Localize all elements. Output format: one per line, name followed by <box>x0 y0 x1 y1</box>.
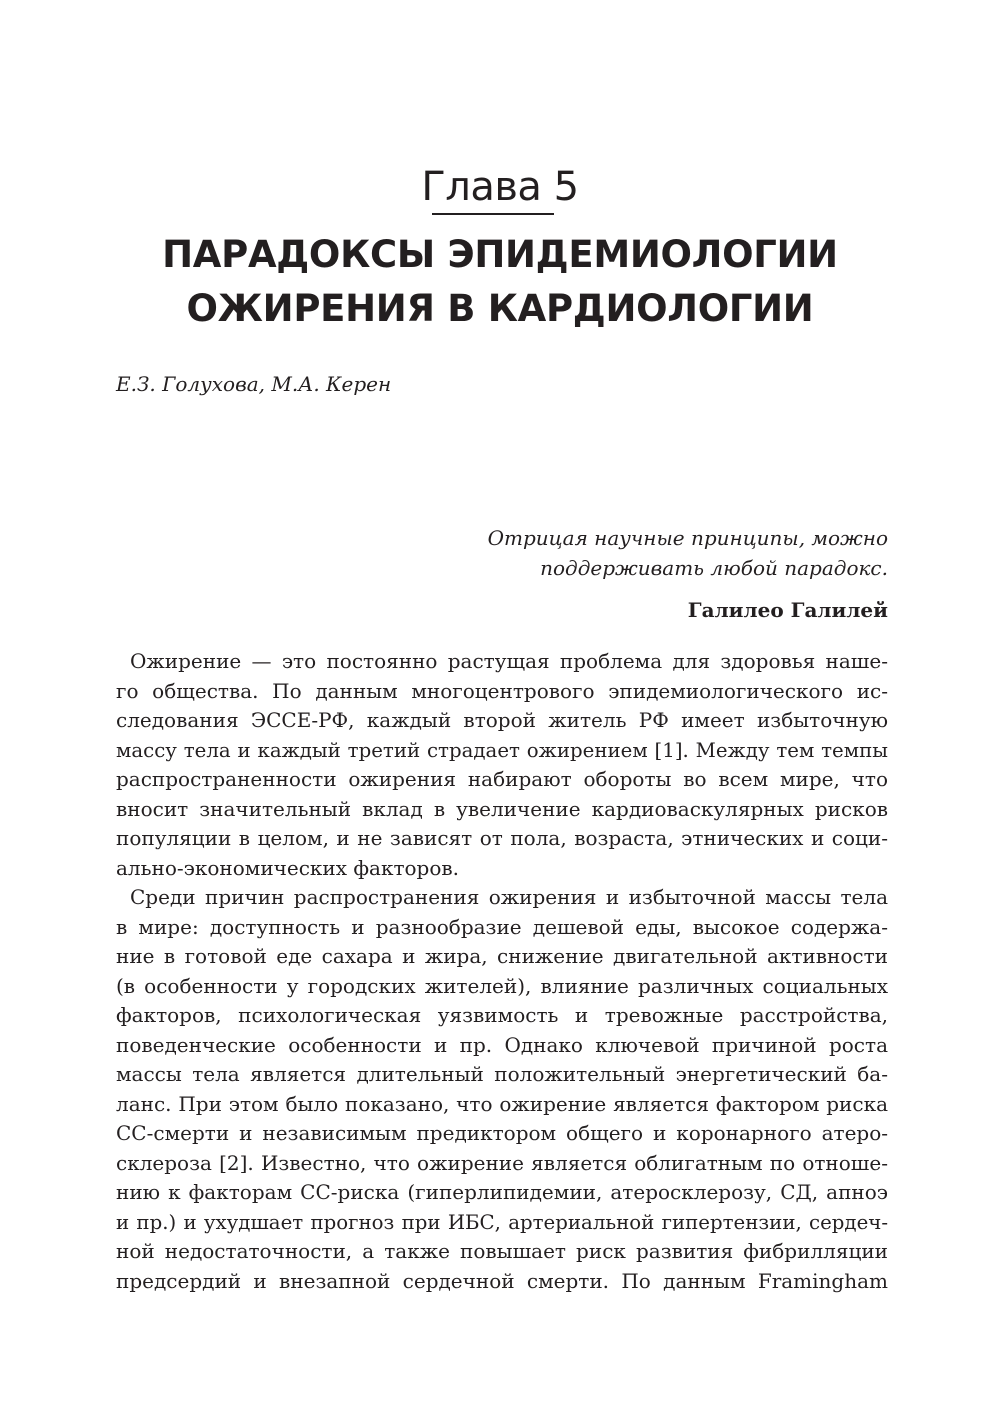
body-line: распространенности ожирения набирают обороты во всем мире, что <box>116 767 888 791</box>
authors: Е.З. Голухова, М.А. Керен <box>116 372 392 396</box>
body-line: следования ЭССЕ-РФ, каждый второй житель РФ имеет избыточную <box>116 708 888 732</box>
body-line: ланс. При этом было показано, что ожирение является фактором риска <box>116 1091 888 1116</box>
body-text <box>116 647 888 1296</box>
body-line: массу тела и каждый третий страдает ожирением [1]. Между тем темпы <box>116 738 888 762</box>
body-line: ально-экономических факторов. <box>116 855 460 880</box>
body-line: и пр.) и ухудшает прогноз при ИБС, артериальной гипертензии, сердеч- <box>116 1210 888 1234</box>
body-line: склероза [2]. Известно, что ожирение является облигатным по отноше- <box>116 1150 888 1175</box>
body-line: поведенческие особенности и пр. Однако ключевой причиной роста <box>116 1032 888 1057</box>
body-line: массы тела является длительный положительный энергетический ба- <box>116 1062 888 1086</box>
chapter-underline <box>432 213 554 215</box>
chapter-title-line-1: ПАРАДОКСЫ ЭПИДЕМИОЛОГИИ <box>162 233 838 276</box>
body-line: ной недостаточности, а также повышает риск развития фибрилляции <box>116 1239 888 1263</box>
epigraph-line-1: Отрицая научные принципы, можно <box>487 526 888 550</box>
chapter-title-line-2: ОЖИРЕНИЯ В КАРДИОЛОГИИ <box>186 287 814 330</box>
body-line: Ожирение — это постоянно растущая проблема для здоровья наше- <box>130 649 888 673</box>
body-line: СС-смерти и независимым предиктором общего и коронарного атеро- <box>116 1121 888 1145</box>
body-line: Среди причин распространения ожирения и избыточной массы тела <box>130 885 888 909</box>
body-line: популяции в целом, и не зависят от пола, возраста, этнических и соци- <box>116 826 888 850</box>
body-line: нию к факторам СС-риска (гиперлипидемии, атеросклерозу, СД, апноэ <box>116 1180 888 1204</box>
body-line: факторов, психологическая уязвимость и тревожные расстройства, <box>116 1003 888 1027</box>
epigraph <box>368 523 888 625</box>
chapter-label: Глава 5 <box>421 164 579 210</box>
body-line: (в особенности у городских жителей), влияние различных социальных <box>116 973 888 998</box>
chapter-title <box>0 228 1000 336</box>
epigraph-source: Галилео Галилей <box>687 598 888 622</box>
body-line: предсердий и внезапной сердечной смерти. По данным Framingham <box>116 1268 888 1293</box>
body-line: ние в готовой еде сахара и жира, снижение двигательной активности <box>116 944 888 968</box>
epigraph-line-2: поддерживать любой парадокс. <box>540 556 888 580</box>
body-line: в мире: доступность и разнообразие дешевой еды, высокое содержа- <box>116 914 888 939</box>
body-line: вносит значительный вклад в увеличение кардиоваскулярных рисков <box>116 796 888 821</box>
body-line: го общества. По данным многоцентрового эпидемиологического ис- <box>116 678 888 703</box>
